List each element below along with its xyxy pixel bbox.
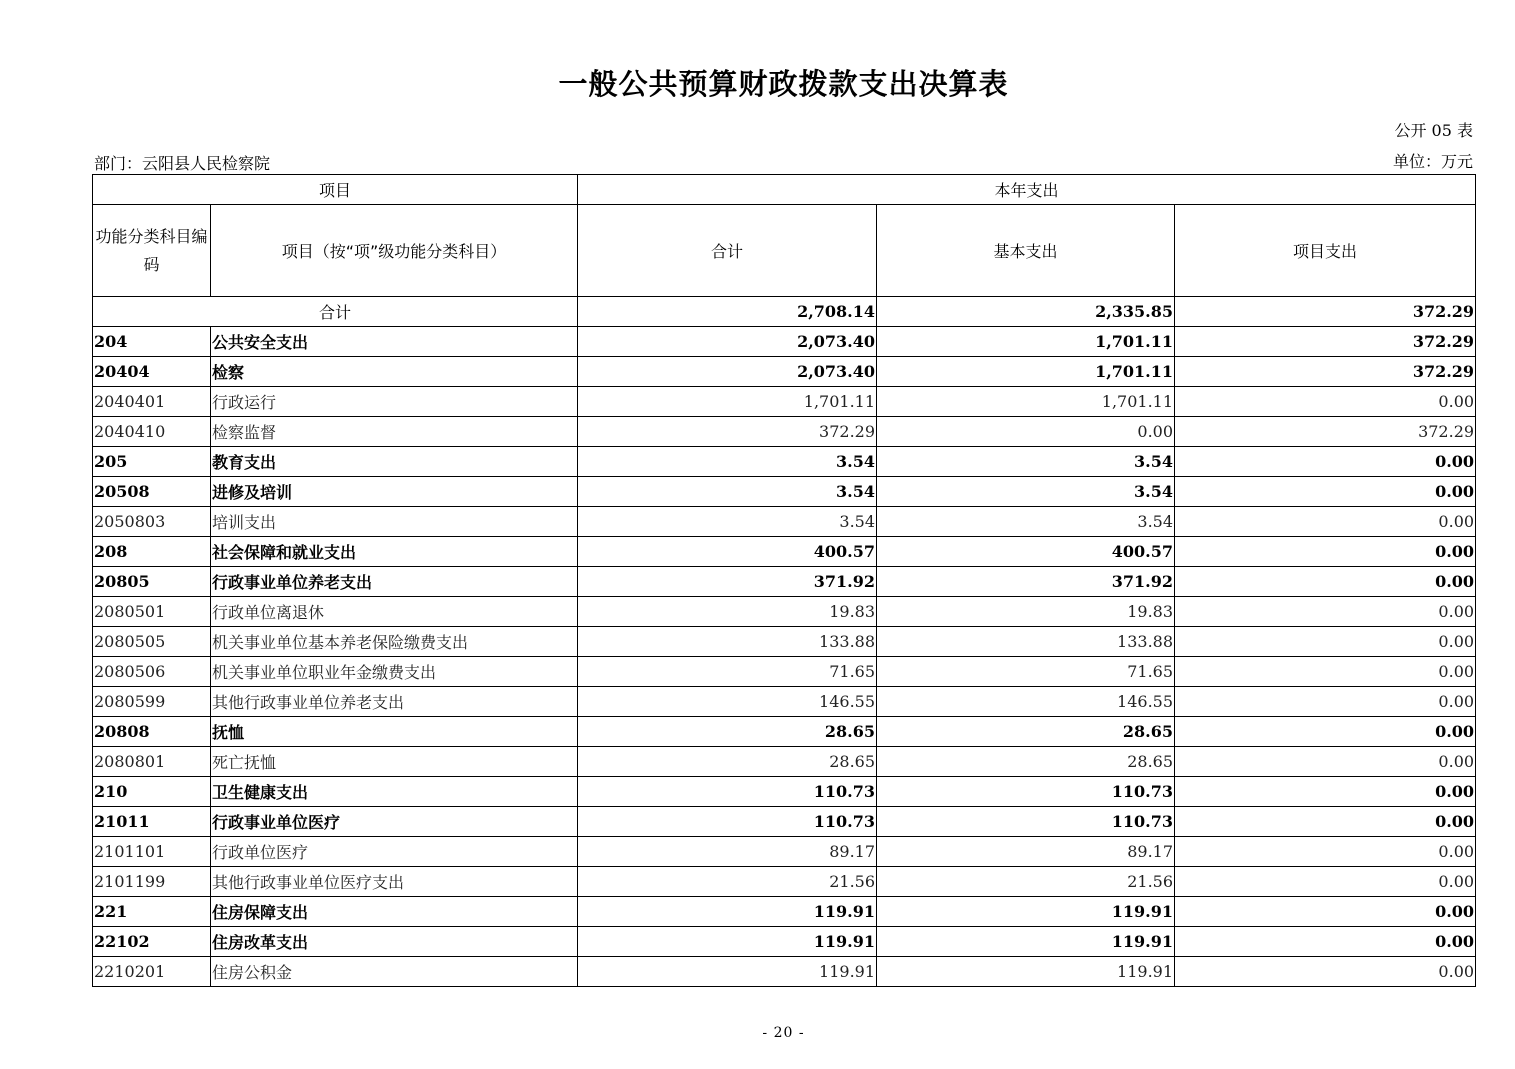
row-total: 19.83 <box>578 597 877 627</box>
table-row <box>93 897 1476 927</box>
row-code: 2080505 <box>93 627 211 657</box>
row-total: 89.17 <box>578 837 877 867</box>
table-row <box>93 687 1476 717</box>
row-total: 372.29 <box>578 417 877 447</box>
row-total: 28.65 <box>578 717 877 747</box>
row-code: 2040410 <box>93 417 211 447</box>
row-project: 0.00 <box>1175 537 1476 567</box>
row-name: 住房保障支出 <box>211 897 578 927</box>
row-basic: 371.92 <box>877 567 1175 597</box>
row-project: 0.00 <box>1175 567 1476 597</box>
row-basic: 28.65 <box>877 717 1175 747</box>
table-row <box>93 807 1476 837</box>
row-project: 0.00 <box>1175 927 1476 957</box>
table-row <box>93 537 1476 567</box>
row-project: 0.00 <box>1175 507 1476 537</box>
row-basic: 110.73 <box>877 807 1175 837</box>
row-name: 行政事业单位养老支出 <box>211 567 578 597</box>
header-current-year: 本年支出 <box>578 175 1476 205</box>
row-total: 400.57 <box>578 537 877 567</box>
table-row <box>93 357 1476 387</box>
row-name: 培训支出 <box>211 507 578 537</box>
row-basic: 1,701.11 <box>877 387 1175 417</box>
row-project: 0.00 <box>1175 807 1476 837</box>
row-name: 社会保障和就业支出 <box>211 537 578 567</box>
row-name: 住房公积金 <box>211 957 578 987</box>
row-total: 3.54 <box>578 507 877 537</box>
table-row <box>93 957 1476 987</box>
header-total: 合计 <box>578 205 877 297</box>
row-code: 20808 <box>93 717 211 747</box>
row-code: 204 <box>93 327 211 357</box>
row-project: 0.00 <box>1175 897 1476 927</box>
row-code: 221 <box>93 897 211 927</box>
row-basic: 1,701.11 <box>877 357 1175 387</box>
row-total: 21.56 <box>578 867 877 897</box>
row-code: 2040401 <box>93 387 211 417</box>
table-row <box>93 567 1476 597</box>
row-basic: 110.73 <box>877 777 1175 807</box>
table-row <box>93 777 1476 807</box>
row-code: 2080501 <box>93 597 211 627</box>
row-basic: 119.91 <box>877 927 1175 957</box>
table-row <box>93 477 1476 507</box>
row-code: 2080599 <box>93 687 211 717</box>
table-row <box>93 717 1476 747</box>
row-basic: 3.54 <box>877 477 1175 507</box>
row-code: 20805 <box>93 567 211 597</box>
row-basic: 21.56 <box>877 867 1175 897</box>
header-item-name: 项目（按“项”级功能分类科目） <box>211 205 578 297</box>
row-project: 0.00 <box>1175 777 1476 807</box>
header-func-code: 功能分类科目编码 <box>93 205 211 297</box>
row-name: 机关事业单位职业年金缴费支出 <box>211 657 578 687</box>
table-row <box>93 507 1476 537</box>
row-total: 146.55 <box>578 687 877 717</box>
header-project-expense: 项目支出 <box>1175 205 1476 297</box>
row-name: 抚恤 <box>211 717 578 747</box>
row-total: 71.65 <box>578 657 877 687</box>
row-basic: 400.57 <box>877 537 1175 567</box>
row-basic: 3.54 <box>877 507 1175 537</box>
expenditure-table <box>92 174 1476 987</box>
row-project: 0.00 <box>1175 477 1476 507</box>
row-total: 119.91 <box>578 957 877 987</box>
row-name: 机关事业单位基本养老保险缴费支出 <box>211 627 578 657</box>
table-row <box>93 387 1476 417</box>
total-row-basic: 2,335.85 <box>877 297 1175 327</box>
row-code: 2080801 <box>93 747 211 777</box>
row-basic: 89.17 <box>877 837 1175 867</box>
table-row <box>93 747 1476 777</box>
header-basic: 基本支出 <box>877 205 1175 297</box>
header-project: 项目 <box>93 175 578 205</box>
total-row-total: 2,708.14 <box>578 297 877 327</box>
row-total: 2,073.40 <box>578 327 877 357</box>
row-name: 其他行政事业单位医疗支出 <box>211 867 578 897</box>
row-project: 0.00 <box>1175 597 1476 627</box>
row-total: 3.54 <box>578 477 877 507</box>
row-project: 372.29 <box>1175 327 1476 357</box>
header-row-1 <box>93 175 1476 205</box>
row-basic: 3.54 <box>877 447 1175 477</box>
row-project: 0.00 <box>1175 657 1476 687</box>
row-name: 公共安全支出 <box>211 327 578 357</box>
row-project: 0.00 <box>1175 867 1476 897</box>
row-name: 卫生健康支出 <box>211 777 578 807</box>
table-row <box>93 417 1476 447</box>
row-name: 检察 <box>211 357 578 387</box>
row-code: 20404 <box>93 357 211 387</box>
row-name: 行政单位医疗 <box>211 837 578 867</box>
table-row <box>93 867 1476 897</box>
table-row <box>93 327 1476 357</box>
row-total: 28.65 <box>578 747 877 777</box>
row-basic: 71.65 <box>877 657 1175 687</box>
row-name: 行政事业单位医疗 <box>211 807 578 837</box>
unit-label: 单位：万元 <box>1392 152 1473 171</box>
row-code: 2050803 <box>93 507 211 537</box>
table-row <box>93 597 1476 627</box>
page-number: - 20 - <box>762 1025 805 1041</box>
row-basic: 119.91 <box>877 897 1175 927</box>
table-row <box>93 657 1476 687</box>
table-row <box>93 627 1476 657</box>
row-basic: 1,701.11 <box>877 327 1175 357</box>
row-project: 0.00 <box>1175 747 1476 777</box>
row-project: 0.00 <box>1175 717 1476 747</box>
row-name: 其他行政事业单位养老支出 <box>211 687 578 717</box>
row-name: 行政运行 <box>211 387 578 417</box>
row-total: 1,701.11 <box>578 387 877 417</box>
row-basic: 133.88 <box>877 627 1175 657</box>
row-name: 行政单位离退休 <box>211 597 578 627</box>
row-code: 2080506 <box>93 657 211 687</box>
department-label: 部门：云阳县人民检察院 <box>94 154 271 173</box>
row-total: 3.54 <box>578 447 877 477</box>
row-basic: 146.55 <box>877 687 1175 717</box>
table-row <box>93 447 1476 477</box>
row-project: 372.29 <box>1175 357 1476 387</box>
table-row <box>93 837 1476 867</box>
row-total: 119.91 <box>578 927 877 957</box>
row-code: 2210201 <box>93 957 211 987</box>
row-project: 372.29 <box>1175 417 1476 447</box>
row-total: 133.88 <box>578 627 877 657</box>
total-row-label: 合计 <box>93 297 578 327</box>
table-row <box>93 927 1476 957</box>
row-code: 2101199 <box>93 867 211 897</box>
table-number: 公开 05 表 <box>1394 121 1473 140</box>
row-name: 教育支出 <box>211 447 578 477</box>
row-name: 死亡抚恤 <box>211 747 578 777</box>
row-name: 检察监督 <box>211 417 578 447</box>
row-name: 进修及培训 <box>211 477 578 507</box>
row-code: 2101101 <box>93 837 211 867</box>
header-row-2 <box>93 205 1476 297</box>
row-code: 208 <box>93 537 211 567</box>
row-total: 371.92 <box>578 567 877 597</box>
row-code: 205 <box>93 447 211 477</box>
row-basic: 119.91 <box>877 957 1175 987</box>
row-code: 210 <box>93 777 211 807</box>
row-project: 0.00 <box>1175 447 1476 477</box>
row-name: 住房改革支出 <box>211 927 578 957</box>
row-total: 119.91 <box>578 897 877 927</box>
total-row <box>93 297 1476 327</box>
total-row-project: 372.29 <box>1175 297 1476 327</box>
row-project: 0.00 <box>1175 387 1476 417</box>
row-project: 0.00 <box>1175 687 1476 717</box>
row-basic: 0.00 <box>877 417 1175 447</box>
row-project: 0.00 <box>1175 837 1476 867</box>
row-project: 0.00 <box>1175 957 1476 987</box>
page-title: 一般公共预算财政拨款支出决算表 <box>558 67 1009 101</box>
row-total: 2,073.40 <box>578 357 877 387</box>
row-code: 20508 <box>93 477 211 507</box>
row-code: 22102 <box>93 927 211 957</box>
row-project: 0.00 <box>1175 627 1476 657</box>
row-total: 110.73 <box>578 807 877 837</box>
row-total: 110.73 <box>578 777 877 807</box>
row-basic: 19.83 <box>877 597 1175 627</box>
row-code: 21011 <box>93 807 211 837</box>
row-basic: 28.65 <box>877 747 1175 777</box>
